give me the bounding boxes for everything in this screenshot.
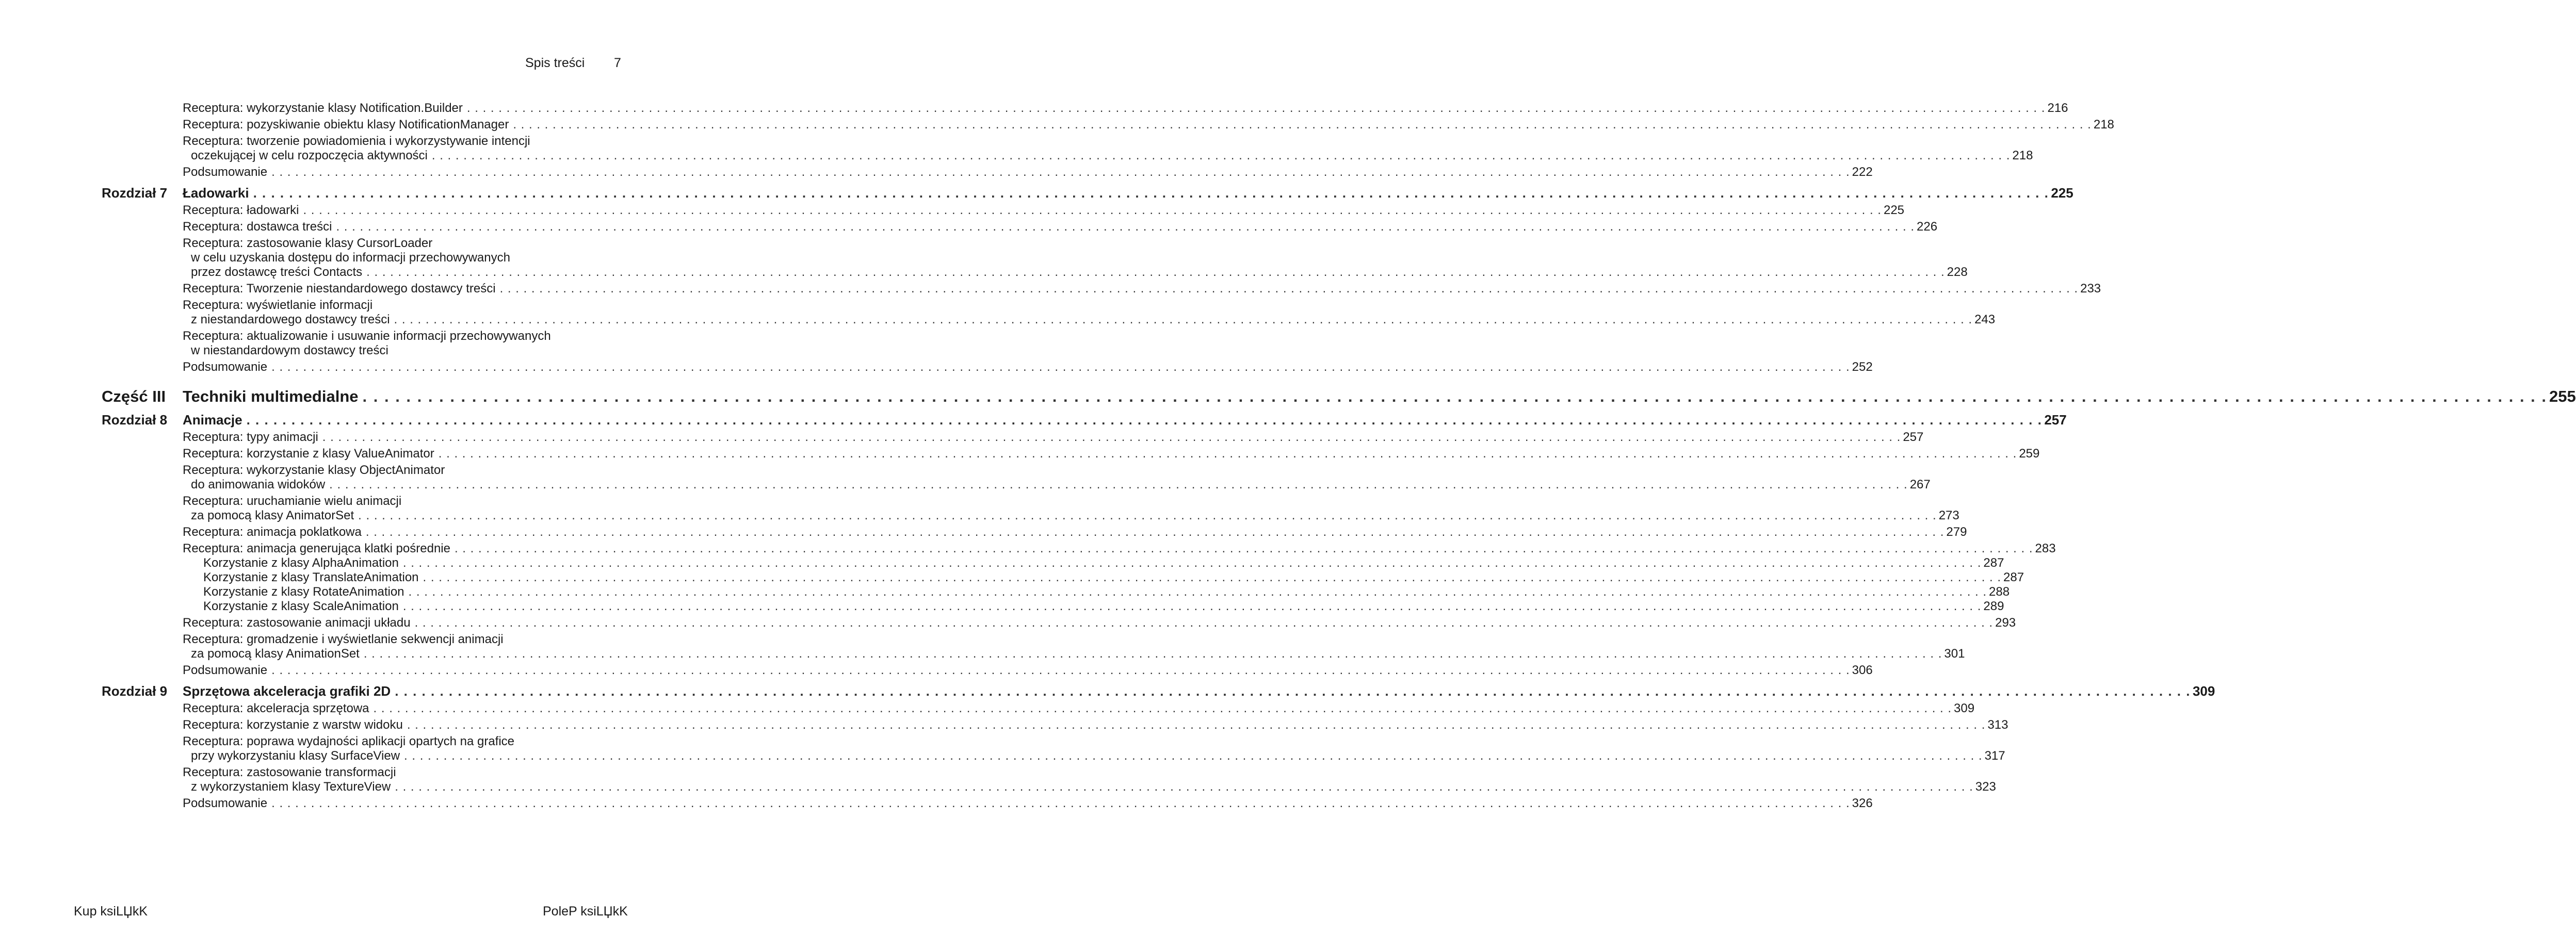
toc-entry-line bbox=[183, 616, 2016, 630]
toc-entry-title: Receptura: ładowarki bbox=[183, 203, 299, 217]
dot-leader: . . . . . . . . . . . . . . . . . . . . . . . . . . . . . . . . . . . . . . . . . . . . . . . . . . . . . . . . . . . . . . . . . . . . . . . . . . . . . . . . . . . . . . . . . . . . . . . . . . . . . . . . . . . . . . . . . . . . . . . . . . . . . . . . . . . . . . . . . . . . . . . . . . . . . . . . . . . . . . . . . . . . . . . . . . . . . . . . . . . . . . . . . . . . . . . . . . . . . . . . bbox=[402, 599, 1982, 613]
toc-entry[interactable] bbox=[183, 683, 2215, 699]
dot-leader: . . . . . . . . . . . . . . . . . . . . . . . . . . . . . . . . . . . . . . . . . . . . . . . . . . . . . . . . . . . . . . . . . . . . . . . . . . . . . . . . . . . . . . . . . . . . . . . . . . . . . . . . . . . . . . . . . . . . . . . . . . . . . . . . . . . . . . . . . . . . . . . . . . . . . . . . . . . . . . . . . . . . . . . . . . . . . . . . . . . . . . . . . . . . . . . . . . . . . . . . bbox=[362, 387, 2548, 405]
toc-entry-title: Receptura: Tworzenie niestandardowego dostawcy treści bbox=[183, 282, 496, 296]
toc-row bbox=[0, 165, 1873, 179]
toc-entry[interactable] bbox=[203, 599, 2004, 614]
toc-entry[interactable] bbox=[183, 494, 1959, 523]
toc-entry-line bbox=[183, 203, 1905, 218]
toc-page-number: 326 bbox=[1852, 796, 1873, 810]
toc-row bbox=[0, 360, 1873, 374]
toc-entry[interactable] bbox=[203, 556, 2004, 570]
toc-entry-title: w celu uzyskania dostępu do informacji przechowywanych bbox=[191, 251, 510, 265]
toc-entry-title: za pomocą klasy AnimatorSet bbox=[191, 509, 354, 522]
toc-entry[interactable] bbox=[183, 118, 2114, 132]
toc-row bbox=[0, 663, 1873, 678]
toc-entry-title: Korzystanie z klasy ScaleAnimation bbox=[203, 599, 399, 613]
toc-page-number: 309 bbox=[2192, 683, 2215, 699]
toc-page-number: 309 bbox=[1954, 701, 1975, 715]
dot-leader: . . . . . . . . . . . . . . . . . . . . . . . . . . . . . . . . . . . . . . . . . . . . . . . . . . . . . . . . . . . . . . . . . . . . . . . . . . . . . . . . . . . . . . . . . . . . . . . . . . . . . . . . . . . . . . . . . . . . . . . . . . . . . . . . . . . . . . . . . . . . . . . . . . . . . . . . . . . . . . . . . . . . . . . . . . . . . . . . . . . . . . . . . . . . . . . . . . . . . . . . bbox=[408, 585, 1987, 599]
dot-leader: . . . . . . . . . . . . . . . . . . . . . . . . . . . . . . . . . . . . . . . . . . . . . . . . . . . . . . . . . . . . . . . . . . . . . . . . . . . . . . . . . . . . . . . . . . . . . . . . . . . . . . . . . . . . . . . . . . . . . . . . . . . . . . . . . . . . . . . . . . . . . . . . . . . . . . . . . . . . . . . . . . . . . . . . . . . . . . . . . . . . . . . . . . . . . . . . . . . . . . . . bbox=[358, 509, 1937, 522]
toc-page-number: 225 bbox=[1883, 203, 1905, 217]
toc-entry-line bbox=[183, 118, 2114, 132]
dot-leader: . . . . . . . . . . . . . . . . . . . . . . . . . . . . . . . . . . . . . . . . . . . . . . . . . . . . . . . . . . . . . . . . . . . . . . . . . . . . . . . . . . . . . . . . . . . . . . . . . . . . . . . . . . . . . . . . . . . . . . . . . . . . . . . . . . . . . . . . . . . . . . . . . . . . . . . . . . . . . . . . . . . . . . . . . . . . . . . . . . . . . . . . . . . . . . . . . . . . . . . . bbox=[407, 718, 1986, 732]
toc-entry-title: Korzystanie z klasy RotateAnimation bbox=[203, 585, 404, 599]
toc-entry-title: Receptura: korzystanie z warstw widoku bbox=[183, 718, 403, 732]
toc-entry-line bbox=[183, 185, 2073, 201]
toc-page-number: 243 bbox=[1974, 313, 1996, 326]
toc-entry[interactable] bbox=[183, 632, 1965, 661]
toc-entry-title: Receptura: animacja poklatkowa bbox=[183, 525, 362, 539]
toc-entry-line bbox=[203, 570, 2024, 585]
dot-leader: . . . . . . . . . . . . . . . . . . . . . . . . . . . . . . . . . . . . . . . . . . . . . . . . . . . . . . . . . . . . . . . . . . . . . . . . . . . . . . . . . . . . . . . . . . . . . . . . . . . . . . . . . . . . . . . . . . . . . . . . . . . . . . . . . . . . . . . . . . . . . . . . . . . . . . . . . . . . . . . . . . . . . . . . . . . . . . . . . . . . . . . . . . . . . . . . . . . . . . . . bbox=[322, 430, 1901, 444]
toc-entry-title: za pomocą klasy AnimationSet bbox=[191, 647, 360, 661]
toc-page-number: 226 bbox=[1917, 220, 1938, 234]
toc-page-number: 287 bbox=[2003, 570, 2024, 584]
dot-leader: . . . . . . . . . . . . . . . . . . . . . . . . . . . . . . . . . . . . . . . . . . . . . . . . . . . . . . . . . . . . . . . . . . . . . . . . . . . . . . . . . . . . . . . . . . . . . . . . . . . . . . . . . . . . . . . . . . . . . . . . . . . . . . . . . . . . . . . . . . . . . . . . . . . . . . . . . . . . . . . . . . . . . . . . . . . . . . . . . . . . . . . . . . . . . . . . . . . . . . . . bbox=[363, 647, 1942, 661]
toc-entry[interactable] bbox=[183, 463, 1931, 492]
toc-page-number: 306 bbox=[1852, 663, 1873, 677]
toc-entry[interactable] bbox=[183, 796, 1873, 811]
dot-leader: . . . . . . . . . . . . . . . . . . . . . . . . . . . . . . . . . . . . . . . . . . . . . . . . . . . . . . . . . . . . . . . . . . . . . . . . . . . . . . . . . . . . . . . . . . . . . . . . . . . . . . . . . . . . . . . . . . . . . . . . . . . . . . . . . . . . . . . . . . . . . . . . . . . . . . . . . . . . . . . . . . . . . . . . . . . . . . . . . . . . . . . . . . . . . . . . . . . . . . . . bbox=[423, 570, 2002, 584]
toc-row bbox=[0, 282, 2101, 296]
toc-entry-line bbox=[183, 447, 2040, 461]
toc-page-number: 287 bbox=[1983, 556, 2004, 570]
toc-chapter-row bbox=[0, 683, 2215, 699]
table-of-contents bbox=[0, 99, 2576, 811]
toc-row bbox=[0, 118, 2114, 132]
toc-entry-title: Receptura: poprawa wydajności aplikacji opartych na grafice bbox=[183, 734, 515, 748]
dot-leader: . . . . . . . . . . . . . . . . . . . . . . . . . . . . . . . . . . . . . . . . . . . . . . . . . . . . . . . . . . . . . . . . . . . . . . . . . . . . . . . . . . . . . . . . . . . . . . . . . . . . . . . . . . . . . . . . . . . . . . . . . . . . . . . . . . . . . . . . . . . . . . . . . . . . . . . . . . . . . . . . . . . . . . . . . . . . . . . . . . . . . . . . . . . . . . . . . . . . . . . . bbox=[271, 663, 1850, 677]
chapter-label: Rozdział 8 bbox=[102, 412, 168, 428]
toc-page-number: 288 bbox=[1989, 585, 2010, 599]
toc-entry-title: Receptura: uruchamianie wielu animacji bbox=[183, 494, 402, 508]
toc-page-number: 283 bbox=[2035, 542, 2056, 555]
toc-entry-line bbox=[183, 282, 2101, 296]
toc-row bbox=[0, 632, 1965, 661]
toc-row bbox=[0, 570, 2024, 585]
toc-entry-line bbox=[183, 165, 1873, 179]
toc-entry-title: Korzystanie z klasy TranslateAnimation bbox=[203, 570, 419, 584]
toc-entry[interactable] bbox=[183, 134, 2033, 163]
toc-entry-title: Ładowarki bbox=[183, 185, 249, 201]
toc-entry-line bbox=[183, 478, 1931, 492]
toc-entry[interactable] bbox=[183, 101, 2068, 116]
toc-row bbox=[0, 220, 1938, 234]
toc-entry-line bbox=[183, 632, 588, 647]
toc-entry-line bbox=[183, 236, 588, 251]
toc-page-number: 257 bbox=[1903, 430, 1924, 444]
toc-page-number: 279 bbox=[1946, 525, 1967, 539]
toc-page-number: 218 bbox=[2093, 118, 2114, 132]
toc-entry-title: do animowania widoków bbox=[191, 478, 326, 491]
toc-entry-line bbox=[183, 329, 588, 343]
toc-entry-line bbox=[183, 542, 2056, 556]
toc-entry-line bbox=[183, 494, 588, 509]
dot-leader: . . . . . . . . . . . . . . . . . . . . . . . . . . . . . . . . . . . . . . . . . . . . . . . . . . . . . . . . . . . . . . . . . . . . . . . . . . . . . . . . . . . . . . . . . . . . . . . . . . . . . . . . . . . . . . . . . . . . . . . . . . . . . . . . . . . . . . . . . . . . . . . . . . . . . . . . . . . . . . . . . . . . . . . . . . . . . . . . . . . . . . . . . . . . . . . . . . . . . . . . bbox=[365, 525, 1945, 539]
toc-entry-title: Sprzętowa akceleracja grafiki 2D bbox=[183, 683, 391, 699]
toc-chapter-row bbox=[0, 412, 2067, 428]
toc-entry[interactable] bbox=[183, 663, 1873, 678]
dot-leader: . . . . . . . . . . . . . . . . . . . . . . . . . . . . . . . . . . . . . . . . . . . . . . . . . . . . . . . . . . . . . . . . . . . . . . . . . . . . . . . . . . . . . . . . . . . . . . . . . . . . . . . . . . . . . . . . . . . . . . . . . . . . . . . . . . . . . . . . . . . . . . . . . . . . . . . . . . . . . . . . . . . . . . . . . . . . . . . . . . . . . . . . . . . . . . . . . . . . . . . . bbox=[246, 412, 2043, 428]
toc-entry[interactable] bbox=[183, 542, 2056, 556]
dot-leader: . . . . . . . . . . . . . . . . . . . . . . . . . . . . . . . . . . . . . . . . . . . . . . . . . . . . . . . . . . . . . . . . . . . . . . . . . . . . . . . . . . . . . . . . . . . . . . . . . . . . . . . . . . . . . . . . . . . . . . . . . . . . . . . . . . . . . . . . . . . . . . . . . . . . . . . . . . . . . . . . . . . . . . . . . . . . . . . . . . . . . . . . . . . . . . . . . . . . . . . . bbox=[454, 542, 2033, 555]
toc-page-number: 323 bbox=[1975, 780, 1996, 794]
toc-row bbox=[0, 134, 2033, 163]
toc-row bbox=[0, 701, 1975, 716]
toc-row bbox=[0, 765, 1996, 794]
dot-leader: . . . . . . . . . . . . . . . . . . . . . . . . . . . . . . . . . . . . . . . . . . . . . . . . . . . . . . . . . . . . . . . . . . . . . . . . . . . . . . . . . . . . . . . . . . . . . . . . . . . . . . . . . . . . . . . . . . . . . . . . . . . . . . . . . . . . . . . . . . . . . . . . . . . . . . . . . . . . . . . . . . . . . . . . . . . . . . . . . . . . . . . . . . . . . . . . . . . . . . . . bbox=[404, 749, 1983, 763]
dot-leader: . . . . . . . . . . . . . . . . . . . . . . . . . . . . . . . . . . . . . . . . . . . . . . . . . . . . . . . . . . . . . . . . . . . . . . . . . . . . . . . . . . . . . . . . . . . . . . . . . . . . . . . . . . . . . . . . . . . . . . . . . . . . . . . . . . . . . . . . . . . . . . . . . . . . . . . . . . . . . . . . . . . . . . . . . . . . . . . . . . . . . . . . . . . . . . . . . . . . . . . . bbox=[271, 796, 1850, 810]
toc-entry-line bbox=[183, 134, 588, 149]
toc-entry-line bbox=[183, 796, 1873, 811]
toc-entry-line bbox=[183, 313, 1996, 327]
dot-leader: . . . . . . . . . . . . . . . . . . . . . . . . . . . . . . . . . . . . . . . . . . . . . . . . . . . . . . . . . . . . . . . . . . . . . . . . . . . . . . . . . . . . . . . . . . . . . . . . . . . . . . . . . . . . . . . . . . . . . . . . . . . . . . . . . . . . . . . . . . . . . . . . . . . . . . . . . . . . . . . . . . . . . . . . . . . . . . . . . . . . . . . . . . . . . . . . . . . . . . . . bbox=[253, 185, 2049, 201]
toc-entry[interactable] bbox=[183, 329, 588, 358]
toc-page-number: 267 bbox=[1909, 478, 1931, 491]
toc-entry-title: oczekującej w celu rozpoczęcia aktywności bbox=[191, 149, 428, 162]
toc-page-number: 233 bbox=[2080, 282, 2101, 296]
recommend-book-link[interactable]: PoleP ksiLЏkK bbox=[543, 904, 628, 919]
toc-entry-line bbox=[183, 780, 1996, 794]
toc-entry[interactable] bbox=[183, 734, 2005, 763]
toc-entry-line bbox=[183, 298, 588, 313]
dot-leader: . . . . . . . . . . . . . . . . . . . . . . . . . . . . . . . . . . . . . . . . . . . . . . . . . . . . . . . . . . . . . . . . . . . . . . . . . . . . . . . . . . . . . . . . . . . . . . . . . . . . . . . . . . . . . . . . . . . . . . . . . . . . . . . . . . . . . . . . . . . . . . . . . . . . . . . . . . . . . . . . . . . . . . . . . . . . . . . . . . . . . . . . . . . . . . . . . . . . . . . . bbox=[271, 165, 1850, 179]
toc-entry[interactable] bbox=[183, 165, 1873, 179]
toc-page-number: 273 bbox=[1938, 509, 1959, 522]
toc-entry-title: Receptura: pozyskiwanie obiektu klasy NotificationManager bbox=[183, 118, 509, 132]
page-header bbox=[525, 56, 621, 71]
toc-page-number: 216 bbox=[2047, 101, 2068, 115]
toc-entry-title: Receptura: akceleracja sprzętowa bbox=[183, 701, 369, 715]
toc-page-number: 289 bbox=[1983, 599, 2004, 613]
toc-entry-title: z wykorzystaniem klasy TextureView bbox=[191, 780, 391, 794]
toc-entry-title: Receptura: gromadzenie i wyświetlanie sekwencji animacji bbox=[183, 632, 504, 646]
dot-leader: . . . . . . . . . . . . . . . . . . . . . . . . . . . . . . . . . . . . . . . . . . . . . . . . . . . . . . . . . . . . . . . . . . . . . . . . . . . . . . . . . . . . . . . . . . . . . . . . . . . . . . . . . . . . . . . . . . . . . . . . . . . . . . . . . . . . . . . . . . . . . . . . . . . . . . . . . . . . . . . . . . . . . . . . . . . . . . . . . . . . . . . . . . . . . . . . . . . . . . . . bbox=[329, 478, 1908, 491]
chapter-label: Rozdział 9 bbox=[102, 683, 168, 699]
dot-leader: . . . . . . . . . . . . . . . . . . . . . . . . . . . . . . . . . . . . . . . . . . . . . . . . . . . . . . . . . . . . . . . . . . . . . . . . . . . . . . . . . . . . . . . . . . . . . . . . . . . . . . . . . . . . . . . . . . . . . . . . . . . . . . . . . . . . . . . . . . . . . . . . . . . . . . . . . . . . . . . . . . . . . . . . . . . . . . . . . . . . . . . . . . . . . . . . . . . . . . . . bbox=[431, 149, 2011, 162]
toc-row bbox=[0, 236, 1968, 280]
toc-entry-line bbox=[183, 387, 2576, 406]
dot-leader: . . . . . . . . . . . . . . . . . . . . . . . . . . . . . . . . . . . . . . . . . . . . . . . . . . . . . . . . . . . . . . . . . . . . . . . . . . . . . . . . . . . . . . . . . . . . . . . . . . . . . . . . . . . . . . . . . . . . . . . . . . . . . . . . . . . . . . . . . . . . . . . . . . . . . . . . . . . . . . . . . . . . . . . . . . . . . . . . . . . . . . . . . . . . . . . . . . . . . . . . bbox=[394, 313, 1973, 326]
toc-entry-line bbox=[183, 220, 1938, 234]
toc-entry-title: przez dostawcę treści Contacts bbox=[191, 265, 363, 279]
dot-leader: . . . . . . . . . . . . . . . . . . . . . . . . . . . . . . . . . . . . . . . . . . . . . . . . . . . . . . . . . . . . . . . . . . . . . . . . . . . . . . . . . . . . . . . . . . . . . . . . . . . . . . . . . . . . . . . . . . . . . . . . . . . . . . . . . . . . . . . . . . . . . . . . . . . . . . . . . . . . . . . . . . . . . . . . . . . . . . . . . . . . . . . . . . . . . . . . . . . . . . . . bbox=[303, 203, 1882, 217]
toc-row bbox=[0, 796, 1873, 811]
toc-entry-line bbox=[203, 599, 2004, 614]
toc-row bbox=[0, 525, 1967, 539]
dot-leader: . . . . . . . . . . . . . . . . . . . . . . . . . . . . . . . . . . . . . . . . . . . . . . . . . . . . . . . . . . . . . . . . . . . . . . . . . . . . . . . . . . . . . . . . . . . . . . . . . . . . . . . . . . . . . . . . . . . . . . . . . . . . . . . . . . . . . . . . . . . . . . . . . . . . . . . . . . . . . . . . . . . . . . . . . . . . . . . . . . . . . . . . . . . . . . . . . . . . . . . . bbox=[395, 683, 2191, 699]
toc-entry[interactable] bbox=[203, 585, 2010, 599]
toc-row bbox=[0, 298, 1996, 327]
dot-leader: . . . . . . . . . . . . . . . . . . . . . . . . . . . . . . . . . . . . . . . . . . . . . . . . . . . . . . . . . . . . . . . . . . . . . . . . . . . . . . . . . . . . . . . . . . . . . . . . . . . . . . . . . . . . . . . . . . . . . . . . . . . . . . . . . . . . . . . . . . . . . . . . . . . . . . . . . . . . . . . . . . . . . . . . . . . . . . . . . . . . . . . . . . . . . . . . . . . . . . . . bbox=[395, 780, 1973, 794]
toc-row bbox=[0, 463, 1931, 492]
toc-page-number: 317 bbox=[1984, 749, 2005, 763]
chapter-label: Rozdział 7 bbox=[102, 185, 168, 201]
toc-entry-title: przy wykorzystaniu klasy SurfaceView bbox=[191, 749, 400, 763]
toc-entry-line bbox=[183, 683, 2215, 699]
dot-leader: . . . . . . . . . . . . . . . . . . . . . . . . . . . . . . . . . . . . . . . . . . . . . . . . . . . . . . . . . . . . . . . . . . . . . . . . . . . . . . . . . . . . . . . . . . . . . . . . . . . . . . . . . . . . . . . . . . . . . . . . . . . . . . . . . . . . . . . . . . . . . . . . . . . . . . . . . . . . . . . . . . . . . . . . . . . . . . . . . . . . . . . . . . . . . . . . . . . . . . . . bbox=[366, 265, 1945, 279]
toc-entry-title: Receptura: tworzenie powiadomienia i wykorzystywanie intencji bbox=[183, 134, 530, 148]
dot-leader: . . . . . . . . . . . . . . . . . . . . . . . . . . . . . . . . . . . . . . . . . . . . . . . . . . . . . . . . . . . . . . . . . . . . . . . . . . . . . . . . . . . . . . . . . . . . . . . . . . . . . . . . . . . . . . . . . . . . . . . . . . . . . . . . . . . . . . . . . . . . . . . . . . . . . . . . . . . . . . . . . . . . . . . . . . . . . . . . . . . . . . . . . . . . . . . . . . . . . . . . bbox=[466, 101, 2046, 115]
toc-row bbox=[0, 430, 1924, 445]
toc-entry-line bbox=[183, 149, 2033, 163]
toc-entry-title: w niestandardowym dostawcy treści bbox=[191, 343, 388, 357]
dot-leader: . . . . . . . . . . . . . . . . . . . . . . . . . . . . . . . . . . . . . . . . . . . . . . . . . . . . . . . . . . . . . . . . . . . . . . . . . . . . . . . . . . . . . . . . . . . . . . . . . . . . . . . . . . . . . . . . . . . . . . . . . . . . . . . . . . . . . . . . . . . . . . . . . . . . . . . . . . . . . . . . . . . . . . . . . . . . . . . . . . . . . . . . . . . . . . . . . . . . . . . . bbox=[402, 556, 1982, 570]
toc-entry-line bbox=[183, 701, 1975, 716]
toc-entry-line bbox=[203, 585, 2010, 599]
toc-entry-line bbox=[203, 556, 2004, 570]
toc-row bbox=[0, 329, 691, 358]
toc-entry-line bbox=[183, 734, 588, 749]
toc-entry-line bbox=[183, 360, 1873, 374]
toc-page-number: 313 bbox=[1987, 718, 2008, 732]
toc-entry-title: Techniki multimedialne bbox=[183, 387, 359, 405]
toc-entry-line bbox=[183, 463, 588, 478]
toc-entry[interactable] bbox=[183, 185, 2073, 201]
toc-row bbox=[0, 542, 2056, 556]
toc-entry-title: Receptura: zastosowanie klasy CursorLoader bbox=[183, 236, 433, 250]
toc-entry[interactable] bbox=[203, 570, 2024, 585]
toc-entry-line bbox=[183, 647, 1965, 661]
toc-entry-line bbox=[183, 509, 1959, 523]
toc-row bbox=[0, 556, 2004, 570]
toc-page-number: 222 bbox=[1852, 165, 1873, 179]
toc-entry-title: z niestandardowego dostawcy treści bbox=[191, 313, 390, 326]
toc-entry-title: Podsumowanie bbox=[183, 796, 268, 810]
toc-page-number: 255 bbox=[2549, 387, 2576, 405]
toc-entry-title: Receptura: typy animacji bbox=[183, 430, 318, 444]
toc-entry[interactable] bbox=[183, 360, 1873, 374]
toc-row bbox=[0, 718, 2008, 732]
dot-leader: . . . . . . . . . . . . . . . . . . . . . . . . . . . . . . . . . . . . . . . . . . . . . . . . . . . . . . . . . . . . . . . . . . . . . . . . . . . . . . . . . . . . . . . . . . . . . . . . . . . . . . . . . . . . . . . . . . . . . . . . . . . . . . . . . . . . . . . . . . . . . . . . . . . . . . . . . . . . . . . . . . . . . . . . . . . . . . . . . . . . . . . . . . . . . . . . . . . . . . . . bbox=[438, 447, 2017, 461]
toc-page-number: 257 bbox=[2044, 412, 2067, 428]
toc-entry-title: Receptura: animacja generująca klatki pośrednie bbox=[183, 542, 450, 555]
toc-page-number: 301 bbox=[1944, 647, 1965, 661]
toc-row bbox=[0, 585, 2010, 599]
toc-entry-title: Korzystanie z klasy AlphaAnimation bbox=[203, 556, 399, 570]
toc-entry[interactable] bbox=[183, 525, 1967, 539]
toc-entry-line bbox=[183, 251, 588, 265]
section-title: Spis treści bbox=[525, 56, 585, 70]
toc-entry-title: Receptura: wykorzystanie klasy ObjectAnimator bbox=[183, 463, 445, 477]
toc-entry[interactable] bbox=[183, 412, 2067, 428]
dot-leader: . . . . . . . . . . . . . . . . . . . . . . . . . . . . . . . . . . . . . . . . . . . . . . . . . . . . . . . . . . . . . . . . . . . . . . . . . . . . . . . . . . . . . . . . . . . . . . . . . . . . . . . . . . . . . . . . . . . . . . . . . . . . . . . . . . . . . . . . . . . . . . . . . . . . . . . . . . . . . . . . . . . . . . . . . . . . . . . . . . . . . . . . . . . . . . . . . . . . . . . . bbox=[414, 616, 1994, 630]
toc-row bbox=[0, 616, 2016, 630]
toc-entry[interactable] bbox=[183, 236, 1968, 280]
toc-entry-title: Receptura: wyświetlanie informacji bbox=[183, 298, 373, 312]
toc-entry-line bbox=[183, 430, 1924, 445]
toc-page-number: 228 bbox=[1947, 265, 1968, 279]
dot-leader: . . . . . . . . . . . . . . . . . . . . . . . . . . . . . . . . . . . . . . . . . . . . . . . . . . . . . . . . . . . . . . . . . . . . . . . . . . . . . . . . . . . . . . . . . . . . . . . . . . . . . . . . . . . . . . . . . . . . . . . . . . . . . . . . . . . . . . . . . . . . . . . . . . . . . . . . . . . . . . . . . . . . . . . . . . . . . . . . . . . . . . . . . . . . . . . . . . . . . . . . bbox=[336, 220, 1915, 234]
toc-entry[interactable] bbox=[183, 616, 2016, 630]
toc-entry[interactable] bbox=[183, 430, 1924, 445]
toc-entry[interactable] bbox=[183, 282, 2101, 296]
toc-entry[interactable] bbox=[183, 765, 1996, 794]
page-number: 7 bbox=[614, 56, 621, 70]
toc-entry-title: Receptura: aktualizowanie i usuwanie informacji przechowywanych bbox=[183, 329, 551, 343]
toc-entry[interactable] bbox=[183, 701, 1975, 716]
toc-entry-line bbox=[183, 749, 2005, 763]
toc-entry[interactable] bbox=[183, 220, 1938, 234]
toc-page-number: 293 bbox=[1995, 616, 2016, 630]
toc-part-row bbox=[0, 387, 2576, 406]
dot-leader: . . . . . . . . . . . . . . . . . . . . . . . . . . . . . . . . . . . . . . . . . . . . . . . . . . . . . . . . . . . . . . . . . . . . . . . . . . . . . . . . . . . . . . . . . . . . . . . . . . . . . . . . . . . . . . . . . . . . . . . . . . . . . . . . . . . . . . . . . . . . . . . . . . . . . . . . . . . . . . . . . . . . . . . . . . . . . . . . . . . . . . . . . . . . . . . . . . . . . . . . bbox=[499, 282, 2079, 296]
toc-entry-line bbox=[183, 265, 1968, 280]
toc-entry[interactable] bbox=[183, 447, 2040, 461]
toc-entry-title: Receptura: korzystanie z klasy ValueAnimator bbox=[183, 447, 434, 461]
toc-entry[interactable] bbox=[183, 203, 1905, 218]
toc-row bbox=[0, 203, 1905, 218]
toc-page-number: 218 bbox=[2012, 149, 2033, 162]
toc-entry-title: Receptura: dostawca treści bbox=[183, 220, 332, 234]
toc-page-number: 225 bbox=[2051, 185, 2073, 201]
toc-entry[interactable] bbox=[183, 718, 2008, 732]
dot-leader: . . . . . . . . . . . . . . . . . . . . . . . . . . . . . . . . . . . . . . . . . . . . . . . . . . . . . . . . . . . . . . . . . . . . . . . . . . . . . . . . . . . . . . . . . . . . . . . . . . . . . . . . . . . . . . . . . . . . . . . . . . . . . . . . . . . . . . . . . . . . . . . . . . . . . . . . . . . . . . . . . . . . . . . . . . . . . . . . . . . . . . . . . . . . . . . . . . . . . . . . bbox=[373, 701, 1952, 715]
toc-page-number: 252 bbox=[1852, 360, 1873, 374]
toc-entry-title: Receptura: zastosowanie animacji układu bbox=[183, 616, 411, 630]
toc-entry-title: Receptura: zastosowanie transformacji bbox=[183, 765, 396, 779]
dot-leader: . . . . . . . . . . . . . . . . . . . . . . . . . . . . . . . . . . . . . . . . . . . . . . . . . . . . . . . . . . . . . . . . . . . . . . . . . . . . . . . . . . . . . . . . . . . . . . . . . . . . . . . . . . . . . . . . . . . . . . . . . . . . . . . . . . . . . . . . . . . . . . . . . . . . . . . . . . . . . . . . . . . . . . . . . . . . . . . . . . . . . . . . . . . . . . . . . . . . . . . . bbox=[271, 360, 1850, 374]
buy-book-link[interactable]: Kup ksiLЏkK bbox=[74, 904, 148, 919]
toc-entry[interactable] bbox=[183, 298, 1996, 327]
toc-entry-title: Podsumowanie bbox=[183, 663, 268, 677]
toc-page-number: 259 bbox=[2019, 447, 2040, 461]
toc-entry-line bbox=[183, 765, 588, 780]
toc-row bbox=[0, 447, 2040, 461]
toc-entry-line bbox=[183, 101, 2068, 116]
toc-entry-line bbox=[183, 412, 2067, 428]
toc-row bbox=[0, 494, 1959, 523]
dot-leader: . . . . . . . . . . . . . . . . . . . . . . . . . . . . . . . . . . . . . . . . . . . . . . . . . . . . . . . . . . . . . . . . . . . . . . . . . . . . . . . . . . . . . . . . . . . . . . . . . . . . . . . . . . . . . . . . . . . . . . . . . . . . . . . . . . . . . . . . . . . . . . . . . . . . . . . . . . . . . . . . . . . . . . . . . . . . . . . . . . . . . . . . . . . . . . . . . . . . . . . . bbox=[513, 118, 2092, 132]
toc-entry-title: Podsumowanie bbox=[183, 165, 268, 179]
toc-entry-title: Animacje bbox=[183, 412, 242, 428]
toc-row bbox=[0, 734, 2005, 763]
toc-row bbox=[0, 101, 2068, 116]
toc-entry-line bbox=[183, 343, 588, 358]
toc-entry-title: Receptura: wykorzystanie klasy Notification.Builder bbox=[183, 101, 463, 115]
toc-entry-line bbox=[183, 525, 1967, 539]
toc-chapter-row bbox=[0, 185, 2073, 201]
toc-entry[interactable] bbox=[183, 387, 2576, 406]
toc-entry-title: Podsumowanie bbox=[183, 360, 268, 374]
toc-entry-line bbox=[183, 663, 1873, 678]
part-label: Część III bbox=[102, 387, 166, 405]
toc-row bbox=[0, 599, 2004, 614]
toc-entry-line bbox=[183, 718, 2008, 732]
